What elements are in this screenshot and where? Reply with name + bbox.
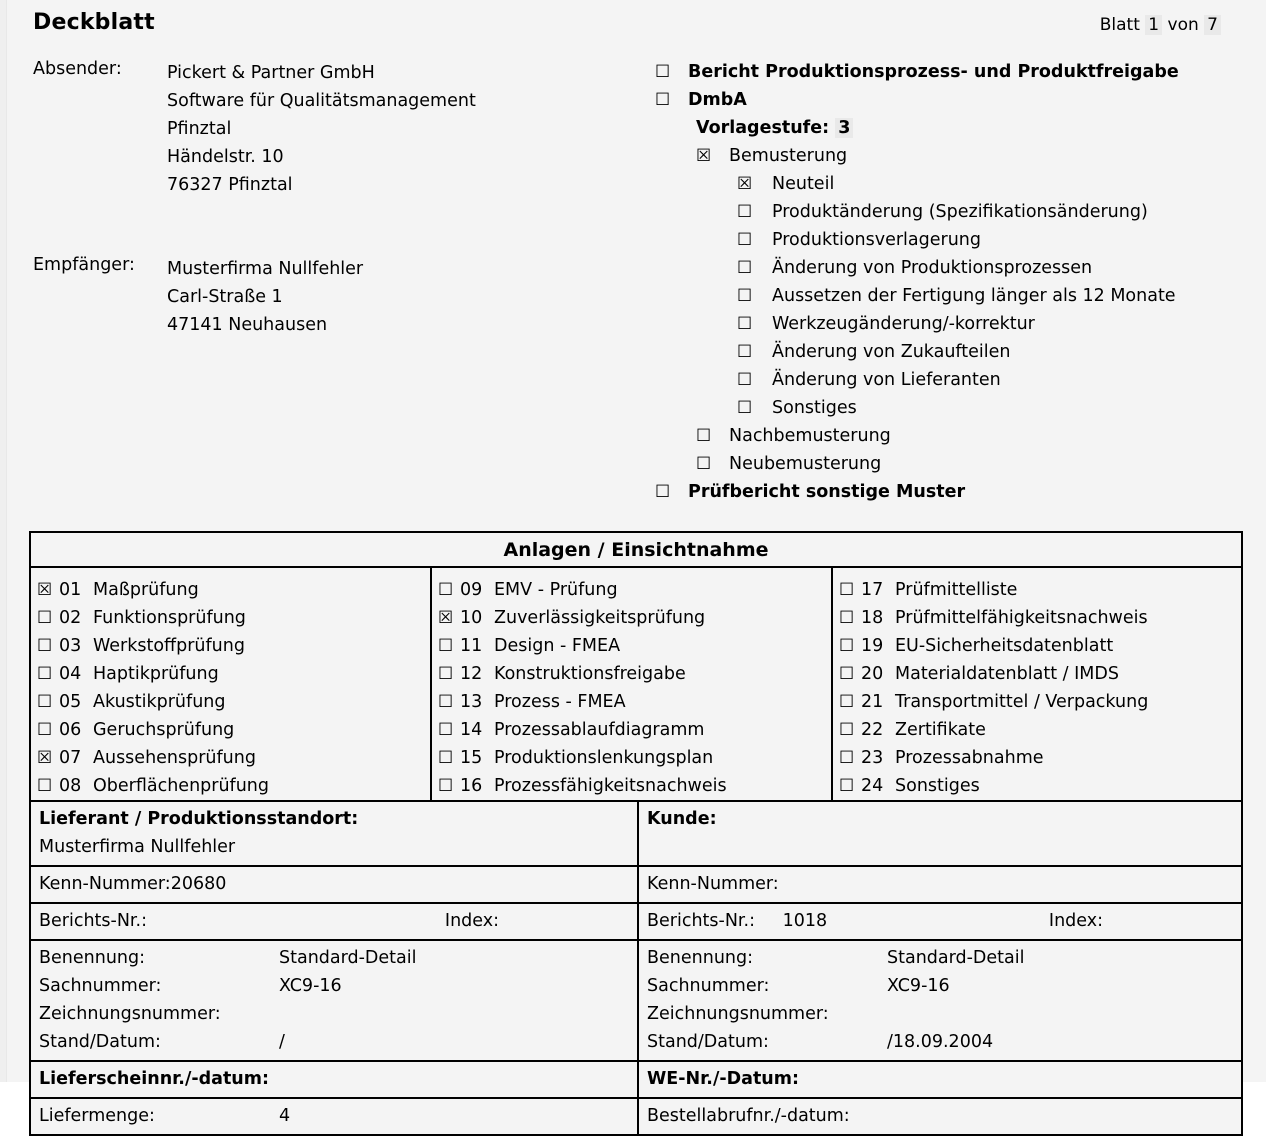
attachment-number: 01: [59, 580, 82, 600]
sender-line: Software für Qualitätsmanagement: [167, 91, 476, 111]
supplier-part-details-cell: [31, 941, 639, 1060]
attachment-item[interactable]: [438, 604, 831, 632]
checkbox-label: Änderung von Zukaufteilen: [772, 342, 1011, 362]
checkbox-row-aenderung-zukaufteile[interactable]: [655, 338, 1255, 366]
checkbox-unchecked-icon[interactable]: ☐: [655, 62, 671, 82]
supplier-kenn-nummer[interactable]: Kenn-Nummer:20680: [39, 874, 227, 894]
checkbox-label: Produktänderung (Spezifikationsänderung): [772, 202, 1148, 222]
page-left-margin: [0, 0, 7, 1082]
sender-line: Händelstr. 10: [167, 147, 284, 167]
customer-kenn-cell: [639, 867, 1241, 902]
checkbox-unchecked-icon[interactable]: ☐: [37, 692, 53, 712]
table-row: [31, 1062, 1241, 1099]
vorlagestufe-row: [655, 114, 1255, 142]
lieferschein-label: Lieferscheinnr./-datum:: [39, 1069, 269, 1089]
checkbox-unchecked-icon[interactable]: ☐: [737, 258, 753, 278]
attachment-number: 06: [59, 720, 82, 740]
supplier-cell: [31, 802, 639, 865]
attachment-label: Zertifikate: [895, 720, 986, 740]
attachment-number: 08: [59, 776, 82, 796]
attachment-number: 13: [460, 692, 483, 712]
checkbox-row-aenderung-lieferanten[interactable]: [655, 366, 1255, 394]
berichts-nr-value[interactable]: 1018: [782, 911, 828, 931]
stand-datum-row: [647, 1028, 1233, 1056]
attachment-label: Prozessablaufdiagramm: [494, 720, 705, 740]
attachment-number: 16: [460, 776, 483, 796]
attachment-label: EMV - Prüfung: [494, 580, 618, 600]
benennung-value[interactable]: Standard-Detail: [887, 948, 1025, 968]
attachment-item[interactable]: [438, 688, 831, 716]
attachment-item[interactable]: [37, 660, 430, 688]
attachment-item[interactable]: [839, 660, 1239, 688]
stand-datum-label: Stand/Datum:: [647, 1032, 769, 1052]
checkbox-unchecked-icon[interactable]: ☐: [737, 202, 753, 222]
benennung-label: Benennung:: [39, 948, 145, 968]
page-title: Deckblatt: [33, 10, 155, 35]
checkbox-row-aussetzen-fertigung[interactable]: [655, 282, 1255, 310]
customer-name[interactable]: [647, 833, 1233, 861]
checkbox-label: Sonstiges: [772, 398, 857, 418]
attachment-number: 05: [59, 692, 82, 712]
table-row: [31, 802, 1241, 867]
attachments-title: Anlagen / Einsichtnahme: [31, 533, 1241, 568]
checkbox-unchecked-icon[interactable]: ☐: [438, 748, 454, 768]
attachment-item[interactable]: [839, 604, 1239, 632]
attachment-number: 11: [460, 636, 483, 656]
zeichnungsnummer-label: Zeichnungsnummer:: [647, 1004, 829, 1024]
recipient-line: 47141 Neuhausen: [167, 315, 328, 335]
attachments-section: [29, 531, 1243, 805]
we-nr-cell: [639, 1062, 1241, 1097]
attachment-item[interactable]: [37, 688, 430, 716]
checkbox-unchecked-icon[interactable]: ☐: [696, 426, 712, 446]
stand-datum-value[interactable]: /18.09.2004: [887, 1032, 994, 1052]
supplier-berichtsnr-row: [39, 907, 629, 935]
checkbox-unchecked-icon[interactable]: ☐: [37, 720, 53, 740]
checkbox-unchecked-icon[interactable]: ☐: [737, 230, 753, 250]
table-row: [31, 941, 1241, 1062]
sachnummer-label: Sachnummer:: [39, 976, 162, 996]
checkbox-label: Werkzeugänderung/-korrektur: [772, 314, 1035, 334]
index-label: Index:: [1048, 911, 1103, 931]
vorlagestufe-label: Vorlagestufe:: [696, 118, 830, 138]
stand-datum-row: [39, 1028, 629, 1056]
liefermenge-label: Liefermenge:: [39, 1106, 155, 1126]
recipient-line: Musterfirma Nullfehler: [167, 259, 364, 279]
supplier-header: Lieferant / Produktionsstandort:: [39, 809, 359, 829]
attachment-item[interactable]: [839, 688, 1239, 716]
sender-line: Pfinztal: [167, 119, 232, 139]
zeichnungsnummer-row: [39, 1000, 629, 1028]
checkbox-row-produktionsverlagerung[interactable]: [655, 226, 1255, 254]
attachment-label: Prüfmittelliste: [895, 580, 1018, 600]
checkbox-row-produktaenderung[interactable]: [655, 198, 1255, 226]
attachment-label: Prüfmittelfähigkeitsnachweis: [895, 608, 1148, 628]
berichts-nr-label: [647, 907, 879, 935]
attachment-number: 04: [59, 664, 82, 684]
attachments-column-1: [31, 568, 432, 803]
checkbox-unchecked-icon[interactable]: ☐: [737, 286, 753, 306]
attachment-item[interactable]: [839, 716, 1239, 744]
attachments-columns: [31, 568, 1241, 803]
attachment-item[interactable]: [438, 660, 831, 688]
document-header: [33, 10, 1243, 48]
attachment-number: 18: [861, 608, 884, 628]
checkbox-unchecked-icon[interactable]: ☐: [438, 636, 454, 656]
attachment-label: Prozessfähigkeitsnachweis: [494, 776, 727, 796]
checkbox-unchecked-icon[interactable]: ☐: [737, 398, 753, 418]
attachment-item[interactable]: [37, 716, 430, 744]
attachment-item[interactable]: [438, 716, 831, 744]
supplier-kenn-cell: [31, 867, 639, 902]
checkbox-row-neuteil[interactable]: [655, 170, 1255, 198]
checkbox-label: Bemusterung: [729, 146, 848, 166]
checkbox-unchecked-icon[interactable]: ☐: [655, 482, 671, 502]
checkbox-unchecked-icon[interactable]: ☐: [438, 720, 454, 740]
checkbox-label: Neuteil: [772, 174, 835, 194]
sachnummer-row: [647, 972, 1233, 1000]
checkbox-unchecked-icon[interactable]: ☐: [438, 664, 454, 684]
recipient-label: Empfänger:: [33, 255, 135, 275]
checkbox-label: Bericht Produktionsprozess- und Produktfreigabe: [688, 62, 1179, 82]
attachment-label: Werkstoffprüfung: [93, 636, 245, 656]
attachment-item[interactable]: [37, 744, 430, 772]
checkbox-unchecked-icon[interactable]: ☐: [37, 664, 53, 684]
attachment-label: Oberflächenprüfung: [93, 776, 270, 796]
table-row: [31, 867, 1241, 904]
attachment-label: Haptikprüfung: [93, 664, 219, 684]
attachment-item[interactable]: [438, 632, 831, 660]
checkbox-unchecked-icon[interactable]: ☐: [438, 580, 454, 600]
sender-label: Absender:: [33, 59, 122, 79]
recipient-address: [167, 255, 363, 339]
checkbox-row-bericht[interactable]: [655, 58, 1255, 86]
checkbox-unchecked-icon[interactable]: ☐: [737, 342, 753, 362]
attachments-column-3: [833, 568, 1239, 803]
checkbox-unchecked-icon[interactable]: ☐: [839, 580, 855, 600]
attachment-label: Prozessabnahme: [895, 748, 1044, 768]
attachment-label: Maßprüfung: [93, 580, 199, 600]
attachment-label: EU-Sicherheitsdatenblatt: [895, 636, 1114, 656]
benennung-row: [647, 944, 1233, 972]
attachments-column-2: [432, 568, 833, 803]
vorlagestufe-value-field[interactable]: 3: [835, 118, 853, 138]
index-label: Index:: [444, 911, 499, 931]
attachment-label: Geruchsprüfung: [93, 720, 235, 740]
attachment-number: 19: [861, 636, 884, 656]
benennung-row: [39, 944, 629, 972]
attachment-number: 07: [59, 748, 82, 768]
attachment-item[interactable]: [37, 604, 430, 632]
liefermenge-row: [39, 1102, 629, 1130]
attachment-label: Aussehensprüfung: [93, 748, 256, 768]
checkbox-label: Prüfbericht sonstige Muster: [688, 482, 966, 502]
checkbox-row-neubemusterung[interactable]: [655, 450, 1255, 478]
checkbox-row-werkzeugaenderung[interactable]: [655, 310, 1255, 338]
checkbox-row-sonstiges[interactable]: [655, 394, 1255, 422]
attachment-number: 20: [861, 664, 884, 684]
checkbox-unchecked-icon[interactable]: ☐: [839, 664, 855, 684]
attachment-item[interactable]: [438, 744, 831, 772]
checkbox-row-bemusterung[interactable]: [655, 142, 1255, 170]
attachment-number: 23: [861, 748, 884, 768]
customer-kenn-nummer[interactable]: Kenn-Nummer:: [647, 874, 779, 894]
attachment-number: 14: [460, 720, 483, 740]
attachment-number: 21: [861, 692, 884, 712]
checkbox-unchecked-icon[interactable]: ☐: [37, 776, 53, 796]
sender-line: 76327 Pfinztal: [167, 175, 293, 195]
checkbox-checked-icon[interactable]: ☒: [737, 174, 753, 194]
attachment-item[interactable]: [839, 632, 1239, 660]
checkbox-row-dmba[interactable]: [655, 86, 1255, 114]
attachment-item[interactable]: [37, 772, 430, 800]
zeichnungsnummer-label: Zeichnungsnummer:: [39, 1004, 221, 1024]
checkbox-checked-icon[interactable]: ☒: [37, 748, 53, 768]
checkbox-unchecked-icon[interactable]: ☐: [655, 90, 671, 110]
attachment-item[interactable]: [839, 744, 1239, 772]
checkbox-unchecked-icon[interactable]: ☐: [438, 776, 454, 796]
checkbox-unchecked-icon[interactable]: ☐: [839, 608, 855, 628]
stand-datum-label: Stand/Datum:: [39, 1032, 161, 1052]
checkbox-label: Produktionsverlagerung: [772, 230, 982, 250]
bestellabruf-label: Bestellabrufnr./-datum:: [647, 1106, 850, 1126]
party-details-table: [29, 800, 1243, 1136]
sender-address: [167, 59, 476, 199]
sheet-total-field[interactable]: 7: [1204, 15, 1221, 35]
attachment-number: 09: [460, 580, 483, 600]
customer-berichtsnr-row: [647, 907, 1233, 935]
report-type-checklist: [655, 58, 1255, 506]
checkbox-unchecked-icon[interactable]: ☐: [839, 636, 855, 656]
attachment-number: 12: [460, 664, 483, 684]
checkbox-label: Nachbemusterung: [729, 426, 891, 446]
liefermenge-value[interactable]: 4: [279, 1106, 291, 1126]
we-nr-label: WE-Nr./-Datum:: [647, 1069, 799, 1089]
stand-datum-value[interactable]: /: [279, 1032, 285, 1052]
checkbox-label: DmbA: [688, 90, 747, 110]
attachment-number: 03: [59, 636, 82, 656]
attachment-label: Funktionsprüfung: [93, 608, 246, 628]
sheet-indicator: [1100, 15, 1221, 35]
attachment-number: 10: [460, 608, 483, 628]
checkbox-row-nachbemusterung[interactable]: [655, 422, 1255, 450]
sheet-prefix-label: Blatt: [1099, 15, 1140, 35]
customer-header: Kunde:: [647, 809, 717, 829]
attachment-label: Produktionslenkungsplan: [494, 748, 714, 768]
attachment-number: 24: [861, 776, 884, 796]
sheet-middle-label: von: [1167, 15, 1199, 35]
checkbox-unchecked-icon[interactable]: ☐: [737, 370, 753, 390]
checkbox-unchecked-icon[interactable]: ☐: [839, 748, 855, 768]
customer-berichtsnr-cell: [639, 904, 1241, 939]
attachment-item[interactable]: [438, 772, 831, 800]
checkbox-label: Aussetzen der Fertigung länger als 12 Monate: [772, 286, 1176, 306]
checkbox-unchecked-icon[interactable]: ☐: [696, 454, 712, 474]
checkbox-checked-icon[interactable]: ☒: [37, 580, 53, 600]
checkbox-unchecked-icon[interactable]: ☐: [37, 608, 53, 628]
attachment-label: Transportmittel / Verpackung: [895, 692, 1149, 712]
attachment-number: 15: [460, 748, 483, 768]
attachment-label: Zuverlässigkeitsprüfung: [494, 608, 706, 628]
berichts-nr-label: Berichts-Nr.:: [39, 911, 147, 931]
attachment-label: Design - FMEA: [494, 636, 621, 656]
sachnummer-row: [39, 972, 629, 1000]
attachment-item[interactable]: [37, 576, 430, 604]
checkbox-unchecked-icon[interactable]: ☐: [438, 692, 454, 712]
sachnummer-label: Sachnummer:: [647, 976, 770, 996]
attachment-label: Konstruktionsfreigabe: [494, 664, 686, 684]
attachment-number: 17: [861, 580, 884, 600]
sheet-number-field[interactable]: 1: [1145, 15, 1162, 35]
attachment-number: 22: [861, 720, 884, 740]
attachment-label: Sonstiges: [895, 776, 980, 796]
attachment-label: Akustikprüfung: [93, 692, 226, 712]
checkbox-label: Neubemusterung: [729, 454, 882, 474]
customer-cell: [639, 802, 1241, 865]
attachment-item[interactable]: [839, 772, 1239, 800]
checkbox-unchecked-icon[interactable]: ☐: [839, 776, 855, 796]
checkbox-checked-icon[interactable]: ☒: [438, 608, 454, 628]
berichts-nr-label-text: Berichts-Nr.:: [647, 911, 755, 931]
checkbox-unchecked-icon[interactable]: ☐: [839, 692, 855, 712]
recipient-line: Carl-Straße 1: [167, 287, 283, 307]
attachment-item[interactable]: [438, 576, 831, 604]
attachment-item[interactable]: [37, 632, 430, 660]
supplier-name[interactable]: Musterfirma Nullfehler: [39, 837, 236, 857]
sachnummer-value[interactable]: XC9-16: [279, 976, 342, 996]
attachment-number: 02: [59, 608, 82, 628]
zeichnungsnummer-row: [647, 1000, 1233, 1028]
checkbox-label: Änderung von Lieferanten: [772, 370, 1001, 390]
sender-line: Pickert & Partner GmbH: [167, 63, 375, 83]
checkbox-label: Änderung von Produktionsprozessen: [772, 258, 1093, 278]
attachment-label: Prozess - FMEA: [494, 692, 626, 712]
liefermenge-cell: [31, 1099, 639, 1134]
table-row: [31, 1099, 1241, 1136]
benennung-label: Benennung:: [647, 948, 753, 968]
customer-part-details-cell: [639, 941, 1241, 1060]
table-row: [31, 904, 1241, 941]
supplier-berichtsnr-cell: [31, 904, 639, 939]
attachment-label: Materialdatenblatt / IMDS: [895, 664, 1119, 684]
checkbox-row-pruefbericht[interactable]: [655, 478, 1255, 506]
lieferschein-cell: [31, 1062, 639, 1097]
checkbox-unchecked-icon[interactable]: ☐: [37, 636, 53, 656]
bestellabruf-cell: [639, 1099, 1241, 1134]
sachnummer-value[interactable]: XC9-16: [887, 976, 950, 996]
attachment-item[interactable]: [839, 576, 1239, 604]
checkbox-checked-icon[interactable]: ☒: [696, 146, 712, 166]
checkbox-unchecked-icon[interactable]: ☐: [737, 314, 753, 334]
checkbox-row-aenderung-produktionsprozesse[interactable]: [655, 254, 1255, 282]
checkbox-unchecked-icon[interactable]: ☐: [839, 720, 855, 740]
benennung-value[interactable]: Standard-Detail: [279, 948, 417, 968]
